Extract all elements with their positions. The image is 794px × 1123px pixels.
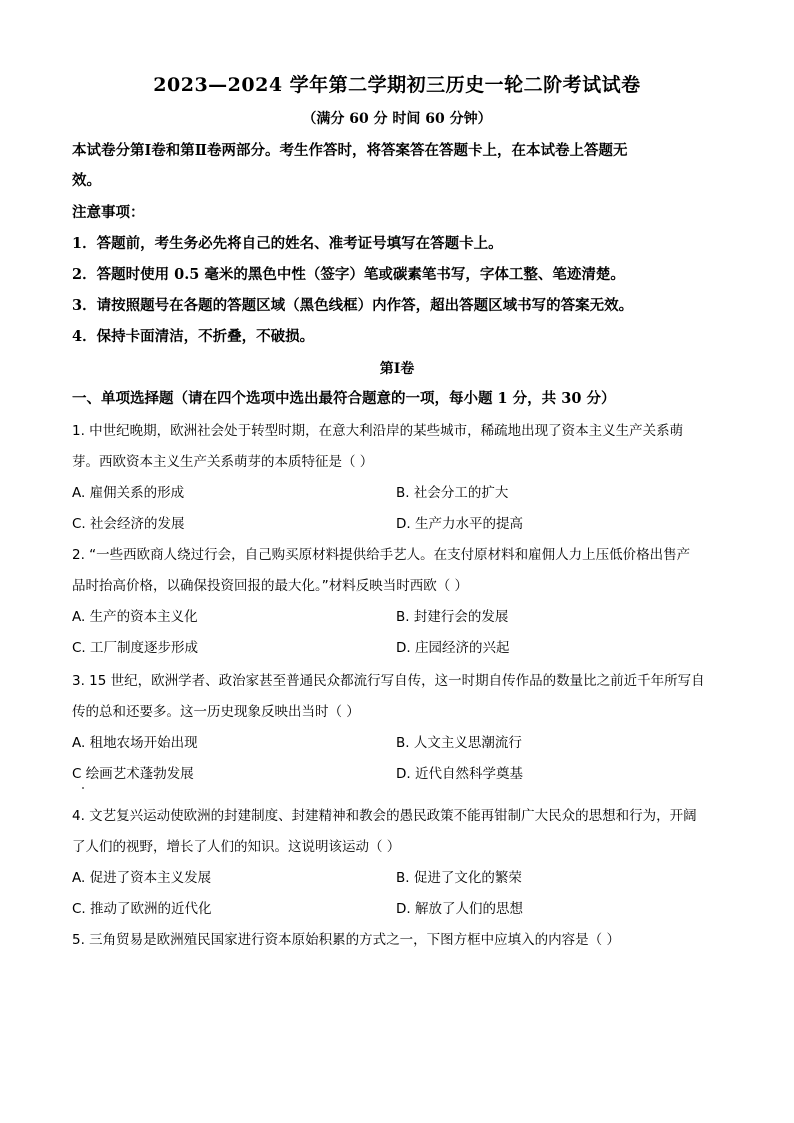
- notes-heading: 注意事项：: [72, 204, 145, 221]
- question-1-option-a: A. 雇佣关系的形成: [72, 485, 185, 501]
- question-1-option-c: C. 社会经济的发展: [72, 516, 185, 532]
- part-title: 第Ⅰ卷: [379, 361, 415, 377]
- note-item-3: 3．请按照题号在各题的答题区域（黑色线框）内作答，超出答题区域书写的答案无效。: [72, 297, 634, 314]
- question-3-option-a: A. 租地农场开始出现: [72, 735, 198, 751]
- stray-dot-mark: [82, 787, 84, 789]
- question-2-option-d: D. 庄园经济的兴起: [396, 640, 510, 656]
- question-1-option-b: B. 社会分工的扩大: [396, 485, 509, 501]
- question-4-option-a: A. 促进了资本主义发展: [72, 870, 212, 886]
- intro-line-1: 本试卷分第Ⅰ卷和第Ⅱ卷两部分。考生作答时，将答案答在答题卡上，在本试卷上答题无: [72, 142, 628, 159]
- question-4-line-1: 4. 文艺复兴运动使欧洲的封建制度、封建精神和教会的愚民政策不能再钳制广大民众的思想和行为，开阔: [72, 808, 697, 824]
- question-3-line-2: 传的总和还要多。这一历史现象反映出当时（ ）: [72, 704, 360, 720]
- note-item-1: 1．答题前，考生务必先将自己的姓名、准考证号填写在答题卡上。: [72, 235, 503, 252]
- question-1-line-1: 1. 中世纪晚期，欧洲社会处于转型时期，在意大利沿岸的某些城市，稀疏地出现了资本主义生产关系萌: [72, 423, 684, 439]
- question-2-line-2: 品时抬高价格，以确保投资回报的最大化。”材料反映当时西欧（ ）: [72, 578, 469, 594]
- question-2-option-c: C. 工厂制度逐步形成: [72, 640, 199, 656]
- note-item-4: 4．保持卡面清洁，不折叠，不破损。: [72, 328, 315, 345]
- question-2-line-1: 2. “一些西欧商人绕过行会，自己购买原材料提供给手艺人。在支付原材料和雇佣人力上压低价格出售产: [72, 547, 691, 563]
- question-3-option-d: D. 近代自然科学奠基: [396, 766, 523, 782]
- question-3-option-c: C 绘画艺术蓬勃发展: [72, 766, 194, 782]
- question-4-option-b: B. 促进了文化的繁荣: [396, 870, 522, 886]
- intro-line-2: 效。: [72, 172, 101, 189]
- question-3-option-b: B. 人文主义思潮流行: [396, 735, 522, 751]
- note-item-2: 2．答题时使用 0.5 毫米的黑色中性（签字）笔或碳素笔书写，字体工整、笔迹清楚。: [72, 266, 625, 283]
- question-3-line-1: 3. 15 世纪，欧洲学者、政治家甚至普通民众都流行写自传，这一时期自传作品的数量比之前近千年所写自: [72, 673, 705, 689]
- question-4-option-d: D. 解放了人们的思想: [396, 901, 523, 917]
- question-4-option-c: C. 推动了欧洲的近代化: [72, 901, 212, 917]
- question-1-option-d: D. 生产力水平的提高: [396, 516, 523, 532]
- question-5-line-1: 5. 三角贸易是欧洲殖民国家进行资本原始积累的方式之一，下图方框中应填入的内容是（ ）: [72, 932, 620, 948]
- question-4-line-2: 了人们的视野，增长了人们的知识。这说明该运动（ ）: [72, 839, 401, 855]
- question-1-line-2: 芽。西欧资本主义生产关系萌芽的本质特征是（ ）: [72, 454, 374, 470]
- exam-subtitle: （满分 60 分 时间 60 分钟）: [302, 111, 492, 127]
- exam-title: 2023—2024 学年第二学期初三历史一轮二阶考试试卷: [153, 74, 641, 96]
- question-2-option-a: A. 生产的资本主义化: [72, 609, 198, 625]
- section-heading: 一、单项选择题（请在四个选项中选出最符合题意的一项，每小题 1 分，共 30 分）: [72, 390, 616, 407]
- question-2-option-b: B. 封建行会的发展: [396, 609, 509, 625]
